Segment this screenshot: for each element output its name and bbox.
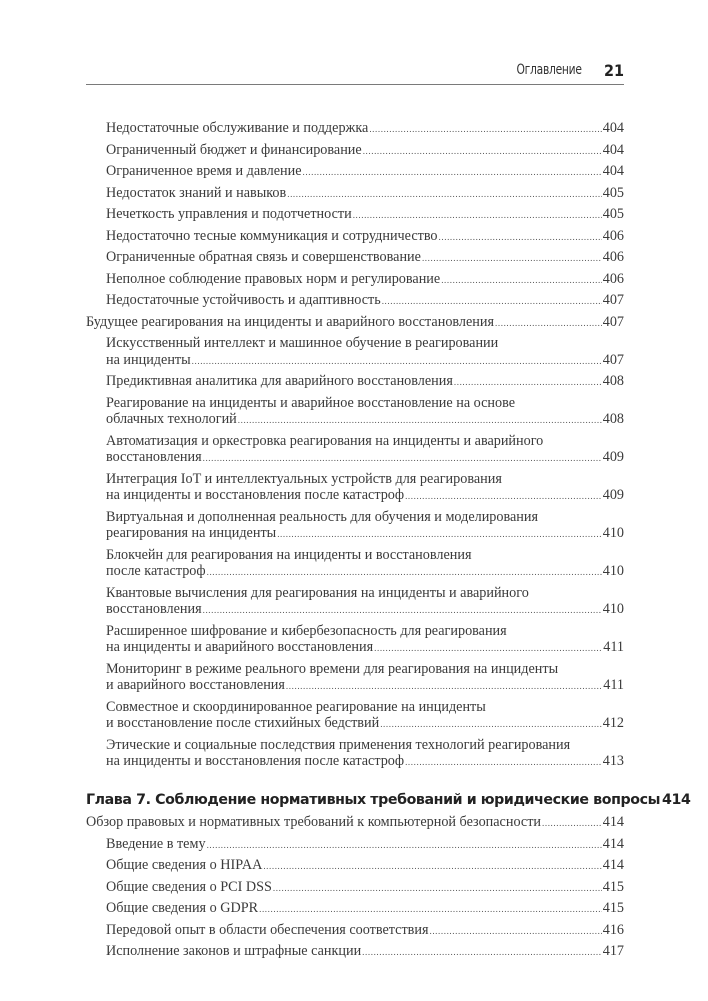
toc-entry[interactable] [86, 812, 624, 834]
toc-page-number: 414 [602, 857, 624, 873]
toc-page-number: 411 [603, 677, 624, 693]
toc-page-number: 409 [602, 449, 624, 465]
toc-entry[interactable] [86, 269, 624, 291]
toc-page-number: 415 [602, 900, 624, 916]
dot-leader [495, 315, 602, 332]
toc-entry[interactable] [86, 941, 624, 963]
toc-entry[interactable] [86, 735, 624, 773]
toc-entry-title-line: Глава 7. Соблюдение нормативных требований и юридические вопросы [86, 791, 661, 808]
toc-entry[interactable] [86, 855, 624, 877]
toc-entry[interactable] [86, 659, 624, 697]
toc-entry-title-line: Недостаточные обслуживание и поддержка [106, 120, 369, 136]
toc-entry[interactable] [86, 507, 624, 545]
dot-leader [286, 678, 602, 695]
toc-entry-title-line: Будущее реагирования на инциденты и аварийного восстановления [86, 313, 495, 330]
toc-entry[interactable] [86, 834, 624, 856]
toc-page-number: 412 [602, 715, 624, 731]
dot-leader [287, 186, 602, 203]
dot-leader [441, 272, 602, 289]
toc-entry[interactable] [86, 312, 624, 334]
toc-entry[interactable] [86, 183, 624, 205]
dot-leader [203, 602, 602, 619]
toc-entry-title-line: Расширенное шифрование и кибербезопасность для реагирования [106, 622, 507, 639]
toc-page-number: 411 [603, 639, 624, 655]
dot-leader [422, 250, 602, 267]
toc-entry-title-line: Предиктивная аналитика для аварийного восстановления [106, 373, 453, 389]
toc-entry-title-line: Исполнение законов и штрафные санкции [106, 943, 362, 959]
table-of-contents [86, 118, 691, 963]
toc-entry-title-line: на инциденты [106, 351, 191, 368]
dot-leader [363, 143, 602, 160]
toc-entry-title-line: Квантовые вычисления для реагирования на инциденты и аварийного [106, 584, 529, 601]
toc-entry[interactable] [86, 920, 624, 942]
toc-page-number: 406 [602, 270, 624, 287]
toc-entry[interactable] [86, 697, 624, 735]
toc-page-number: 406 [602, 249, 624, 265]
toc-page-number: 407 [602, 351, 624, 368]
dot-leader [263, 858, 601, 875]
toc-entry[interactable] [86, 118, 624, 140]
dot-leader [429, 923, 601, 940]
toc-entry[interactable] [86, 290, 624, 312]
toc-page-number: 410 [602, 601, 624, 617]
toc-entry-title-line: на инциденты и восстановления после катастроф [106, 487, 405, 503]
toc-page-number: 409 [602, 487, 624, 503]
dot-leader [405, 754, 602, 771]
toc-page-number: 406 [602, 227, 624, 244]
toc-entry-title-line: Искусственный интеллект и машинное обучение в реагировании [106, 335, 499, 351]
toc-page-number: 414 [662, 791, 691, 808]
toc-entry-title-line: восстановления [106, 449, 202, 465]
toc-entry-title-line: после катастроф [106, 563, 206, 579]
toc-entry-title-line: Общие сведения о GDPR [106, 900, 259, 916]
toc-entry[interactable] [86, 621, 624, 659]
toc-entry[interactable] [86, 583, 624, 621]
toc-page-number: 414 [602, 835, 624, 852]
toc-entry-title-line: Введение в тему [106, 835, 206, 852]
toc-entry[interactable] [86, 247, 624, 269]
dot-leader [203, 450, 602, 467]
toc-entry-title-line: Общие сведения о HIPAA [106, 857, 263, 873]
toc-entry-title-line: Недостаточно тесные коммуникация и сотрудничество [106, 227, 438, 244]
toc-entry-title-line: Ограниченное время и давление [106, 163, 302, 179]
toc-entry[interactable] [86, 393, 624, 431]
dot-leader [405, 488, 602, 505]
toc-page-number: 415 [602, 878, 624, 895]
dot-leader [273, 880, 602, 897]
dot-leader [259, 901, 602, 918]
toc-entry-title-line: реагирования на инциденты [106, 525, 277, 541]
toc-page-number: 408 [602, 411, 624, 427]
toc-entry-title-line: Автоматизация и оркестровка реагирования на инциденты и аварийного [106, 432, 544, 449]
dot-leader [192, 353, 602, 370]
toc-page-number: 410 [602, 563, 624, 579]
toc-entry[interactable] [86, 204, 624, 226]
toc-page-number: 404 [602, 163, 624, 179]
toc-entry-title-line: Ограниченные обратная связь и совершенствование [106, 249, 421, 265]
toc-entry[interactable] [86, 877, 624, 899]
dot-leader [238, 412, 602, 429]
dot-leader [542, 815, 602, 832]
toc-page-number: 417 [602, 943, 624, 959]
dot-leader [454, 374, 602, 391]
dot-leader [380, 716, 602, 733]
toc-entry-title-line: Виртуальная и дополненная реальность для обучения и моделирования [106, 508, 539, 525]
dot-leader [382, 293, 602, 310]
toc-page-number: 414 [602, 814, 624, 830]
toc-page-number: 407 [602, 313, 624, 330]
dot-leader [374, 640, 602, 657]
toc-entry[interactable] [86, 371, 624, 393]
dot-leader [439, 229, 602, 246]
page-number: 21 [603, 60, 624, 80]
toc-page-number: 410 [602, 525, 624, 541]
toc-entry[interactable] [86, 431, 624, 469]
toc-page-number: 405 [602, 184, 624, 201]
toc-page-number: 404 [602, 141, 624, 158]
toc-entry-title-line: и восстановление после стихийных бедствий [106, 715, 380, 731]
toc-page-number: 413 [602, 753, 624, 769]
toc-entry[interactable] [86, 469, 624, 507]
toc-entry[interactable] [86, 226, 624, 248]
running-header-title: Оглавление [516, 62, 582, 78]
toc-entry-title-line: облачных технологий [106, 411, 237, 427]
dot-leader [303, 164, 602, 181]
toc-entry-title-line: и аварийного восстановления [106, 677, 285, 693]
toc-entry-title-line: Этические и социальные последствия применения технологий реагирования [106, 736, 571, 753]
dot-leader [362, 944, 602, 961]
toc-entry[interactable] [86, 333, 624, 371]
toc-entry-title-line: Реагирование на инциденты и аварийное восстановление на основе [106, 394, 516, 411]
toc-entry[interactable] [86, 898, 624, 920]
toc-entry-title-line: Передовой опыт в области обеспечения соответствия [106, 921, 429, 938]
toc-chapter-entry[interactable] [86, 790, 691, 813]
toc-entry-title-line: Совместное и скоординированное реагирование на инциденты [106, 698, 486, 715]
toc-entry-title-line: Недостаток знаний и навыков [106, 184, 287, 201]
toc-entry[interactable] [86, 161, 624, 183]
toc-page-number: 416 [602, 921, 624, 938]
dot-leader [207, 564, 602, 581]
toc-entry-title-line: на инциденты и восстановления после катастроф [106, 753, 405, 769]
toc-entry-title-line: Ограниченный бюджет и финансирование [106, 141, 362, 158]
dot-leader [277, 526, 602, 543]
dot-leader [353, 207, 602, 224]
toc-entry-title-line: Недостаточные устойчивость и адаптивность [106, 292, 381, 308]
toc-entry-title-line: Интеграция IoT и интеллектуальных устройств для реагирования [106, 470, 502, 487]
toc-entry-title-line: Неполное соблюдение правовых норм и регулирование [106, 270, 441, 287]
toc-entry-title-line: Мониторинг в режиме реального времени для реагирования на инциденты [106, 660, 559, 677]
toc-entry-title-line: Общие сведения о PCI DSS [106, 878, 272, 895]
toc-entry-title-line: на инциденты и аварийного восстановления [106, 639, 374, 655]
toc-page-number: 405 [602, 206, 624, 222]
toc-entry[interactable] [86, 140, 624, 162]
toc-entry-title-line: Обзор правовых и нормативных требований к компьютерной безопасности [86, 814, 541, 830]
toc-entry-title-line: восстановления [106, 601, 202, 617]
toc-page-number: 407 [602, 292, 624, 308]
toc-page-number: 408 [602, 373, 624, 389]
running-header [86, 56, 624, 85]
toc-entry-title-line: Блокчейн для реагирования на инциденты и восстановления [106, 546, 472, 563]
dot-leader [207, 837, 602, 854]
toc-entry-title-line: Нечеткость управления и подотчетности [106, 206, 352, 222]
toc-page-number: 404 [602, 120, 624, 136]
dot-leader [369, 121, 601, 138]
toc-entry[interactable] [86, 545, 624, 583]
